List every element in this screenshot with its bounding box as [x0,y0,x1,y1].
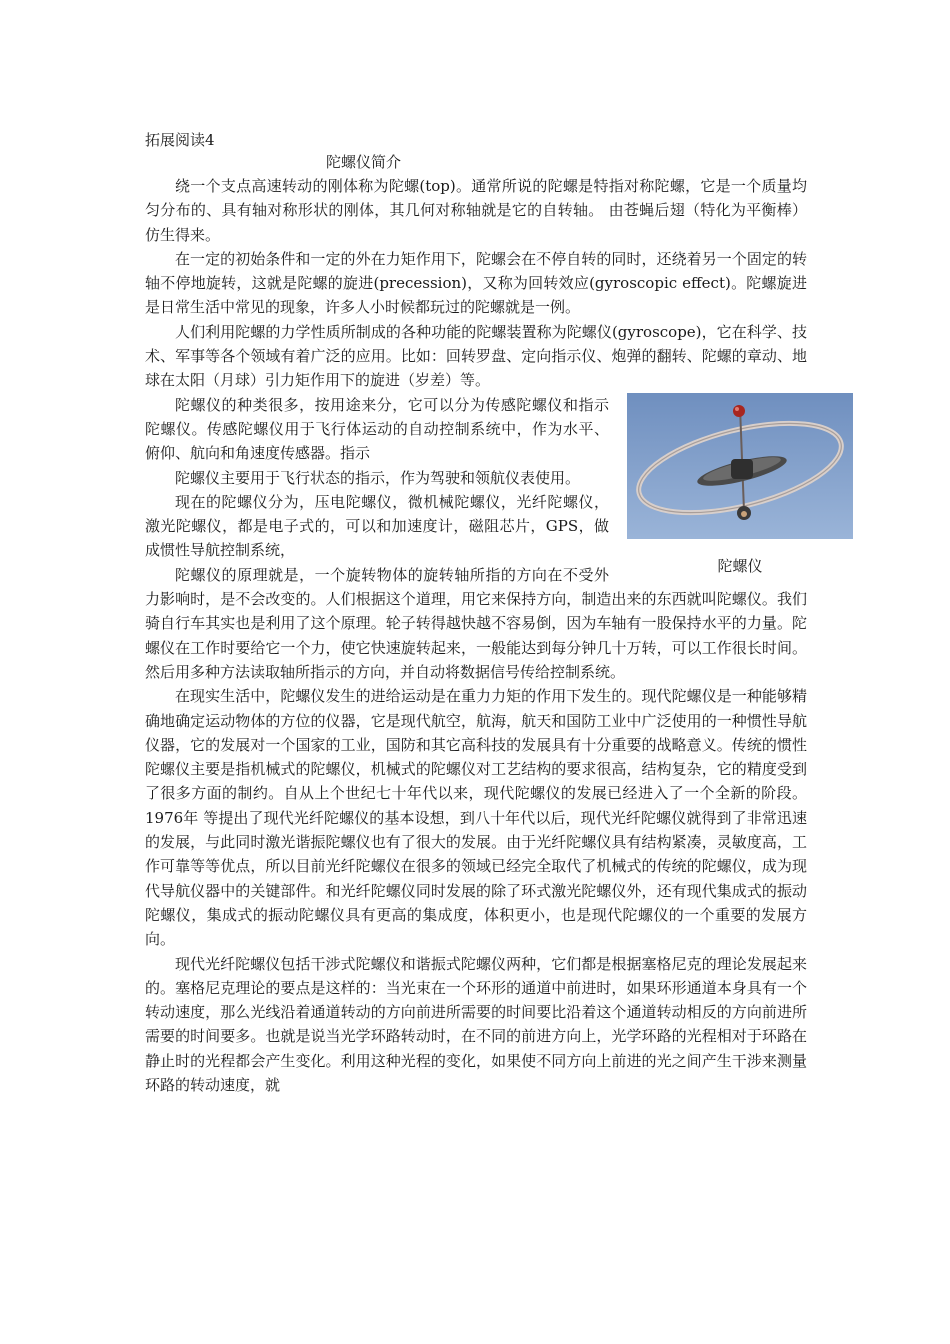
article-title: 陀螺仪简介 [326,153,402,171]
paragraph-6: 现在的陀螺仪分为，压电陀螺仪，微机械陀螺仪，光纤陀螺仪，激光陀螺仪，都是电子式的，可以和加速度计，磁阻芯片，GPS，做成惯性导航控制系统， [145,492,609,560]
article-body [145,174,807,1097]
paragraph-4: 陀螺仪的种类很多，按用途来分，它可以分为传感陀螺仪和指示陀螺仪。传感陀螺仪用于飞行体运动的自动控制系统中，作为水平、俯仰、航向和角速度传感器。指示 [145,395,609,463]
paragraph-2: 在一定的初始条件和一定的外在力矩作用下，陀螺会在不停自转的同时，还绕着另一个固定的转轴不停地旋转，这就是陀螺的旋进(precession)，又称为回转效应(gyroscopic effect)。陀螺旋进是日常生活中常见的现象，许多人小时候都玩过的陀螺就是一例。 [145,249,807,317]
section-heading: 拓展阅读4 [145,131,215,149]
figure-caption: 陀螺仪 [717,556,763,575]
gyroscope-photo-icon [627,393,853,539]
paragraph-8: 在现实生活中，陀螺仪发生的进给运动是在重力力矩的作用下发生的。现代陀螺仪是一种能够精确地确定运动物体的方位的仪器，它是现代航空，航海，航天和国防工业中广泛使用的一种惯性导航仪器，它的发展对一个国家的工业，国防和其它高科技的发展具有十分重要的战略意义。传统的惯性陀螺仪主要是指机械式的陀螺仪，机械式的陀螺仪对工艺结构的要求很高，结构复杂，它的精度受到了很多方面的制约。自从上个世纪七十年代以来，现代陀螺仪的发展已经进入了一个全新的阶段。1976年 等提出了现代光纤陀螺仪的基本设想，到八十年代以后，现代光纤陀螺仪就得到了非常迅速的发展，与此同时激光谐振陀螺仪也有了很大的发展。由于光纤陀螺仪具有结构紧凑，灵敏度高，工作可靠等等优点，所以目前光纤陀螺仪在很多的领域已经完全取代了机械式的传统的陀螺仪，成为现代导航仪器中的关键部件。和光纤陀螺仪同时发展的除了环式激光陀螺仪外，还有现代集成式的振动陀螺仪，集成式的振动陀螺仪具有更高的集成度，体积更小，也是现代陀螺仪的一个重要的发展方向。 [145,687,807,949]
paragraph-3: 人们利用陀螺的力学性质所制成的各种功能的陀螺装置称为陀螺仪(gyroscope)，它在科学、技术、军事等各个领域有着广泛的应用。比如：回转罗盘、定向指示仪、炮弹的翻转、陀螺的章动、地球在太阳（月球）引力矩作用下的旋进（岁差）等。 [145,322,807,390]
paragraph-1: 绕一个支点高速转动的刚体称为陀螺(top)。通常所说的陀螺是特指对称陀螺，它是一个质量均匀分布的、具有轴对称形状的刚体，其几何对称轴就是它的自转轴。 由苍蝇后翅（特化为平衡棒）仿生得来。 [145,177,807,244]
gyroscope-figure [627,393,853,577]
paragraph-5: 陀螺仪主要用于飞行状态的指示，作为驾驶和领航仪表使用。 [175,468,581,487]
paragraph-9: 现代光纤陀螺仪包括干涉式陀螺仪和谐振式陀螺仪两种，它们都是根据塞格尼克的理论发展起来的。塞格尼克理论的要点是这样的：当光束在一个环形的通道中前进时，如果环形通道本身具有一个转动速度，那么光线沿着通道转动的方向前进所需要的时间要比沿着这个通道转动相反的方向前进所需要的时间要多。也就是说当光学环路转动时，在不同的前进方向上，光学环路的光程相对于环路在静止时的光程都会产生变化。利用这种光程的变化，如果使不同方向上前进的光之间产生干涉来测量环路的转动速度，就 [145,954,807,1094]
paragraph-7: 陀螺仪的原理就是，一个旋转物体的旋转轴所指的方向在不受外力影响时，是不会改变的。人们根据这个道理，用它来保持方向，制造出来的东西就叫陀螺仪。我们骑自行车其实也是利用了这个原理。轮子转得越快越不容易倒，因为车轴有一股保持水平的力量。陀螺仪在工作时要给它一个力，使它快速旋转起来，一般能达到每分钟几十万转，可以工作很长时间。然后用多种方法读取轴所指示的方向，并自动将数据信号传给控制系统。 [145,565,807,681]
